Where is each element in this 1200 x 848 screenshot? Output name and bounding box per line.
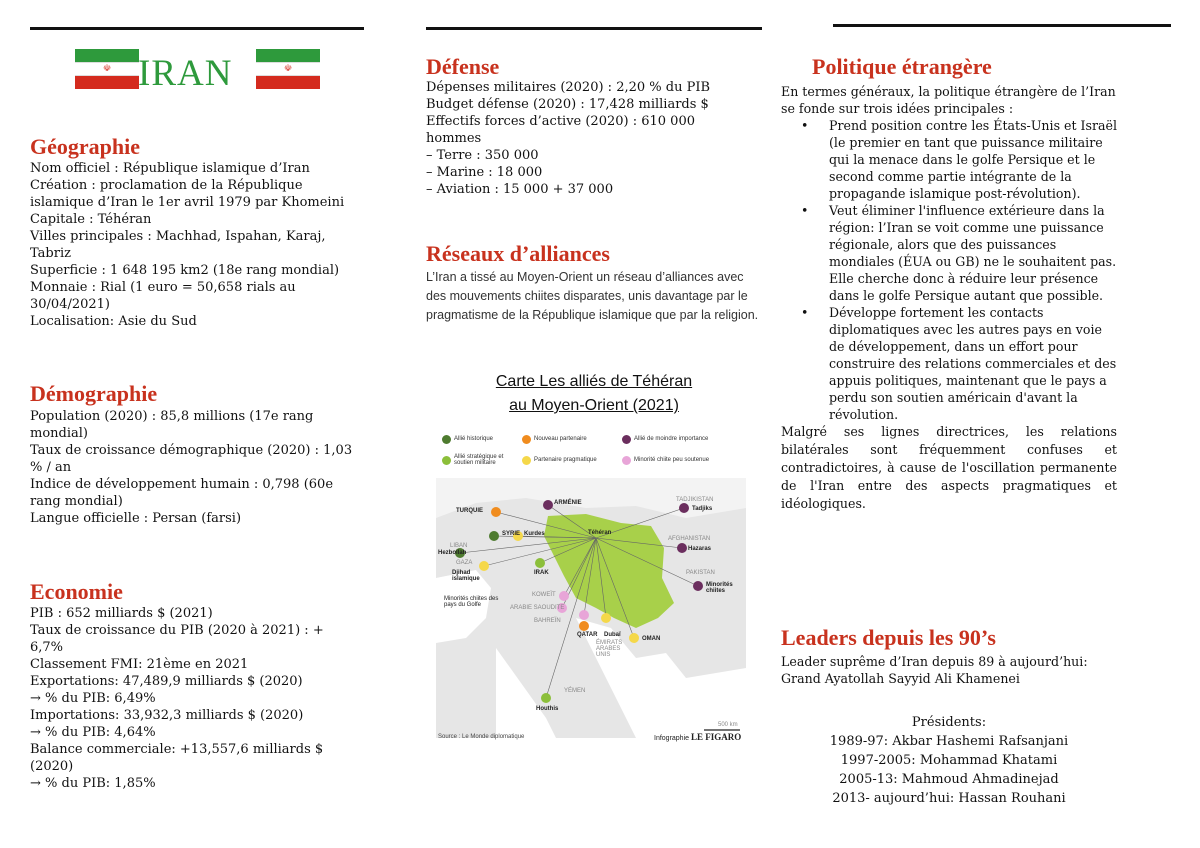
- map-credit-prefix: Infographie: [654, 735, 690, 742]
- geo-line: Création : proclamation de la République islamique d’Iran le 1er avril 1979 par Khomeini: [30, 178, 345, 210]
- label-liban: LIBAN: [450, 543, 468, 549]
- top-rule-col1: [30, 27, 364, 30]
- label-koweit: KOWEÏT: [532, 592, 556, 598]
- label-djihad: Djihad islamique: [452, 570, 480, 582]
- politique-bullets: [781, 117, 1117, 423]
- geo-line: Localisation: Asie du Sud: [30, 314, 197, 329]
- geo-line: Capitale : Téhéran: [30, 212, 152, 227]
- president-item: 2005-13: Mahmoud Ahmadinejad: [839, 772, 1059, 787]
- map-title-line1: Carte Les alliés de Téhéran: [495, 373, 693, 390]
- dot-turquie: [491, 507, 501, 517]
- defense-line: – Aviation : 15 000 + 37 000: [426, 182, 614, 197]
- heading-demographie: Démographie: [30, 381, 158, 406]
- dot-qatar: [579, 621, 589, 631]
- label-afghanistan: AFGHANISTAN: [668, 536, 711, 542]
- heading-politique: Politique étrangère: [812, 54, 992, 79]
- alliances-text: L’Iran a tissé au Moyen-Orient un réseau d’alliances avec des mouvements chiites disparates, unis davantage par le pragmatisme de la République islamique que par la religion.: [426, 270, 759, 322]
- dot-bahrein: [579, 610, 589, 620]
- eco-line: Importations: 33,932,3 milliards $ (2020): [30, 708, 304, 723]
- demo-line: Langue officielle : Persan (farsi): [30, 511, 242, 526]
- doc-title: IRAN: [138, 53, 233, 94]
- defense-line: Budget défense (2020) : 17,428 milliards $: [426, 97, 709, 112]
- top-rule-col3: [833, 24, 1171, 27]
- legend-label: Minorité chiite peu soutenue: [634, 457, 710, 463]
- politique-bullet: • Développe fortement les contacts diplomatiques avec les autres pays en voie de développement, dans un effort pour construire des relations commerciales et des appuis politiques, maintenant que le pays a perdu son soutien américain d'avant la révolution.: [781, 304, 1117, 423]
- president-item: 1989-97: Akbar Hashemi Rafsanjani: [829, 734, 1069, 749]
- dot-armenie: [543, 500, 553, 510]
- legend-label: Allié de moindre importance: [634, 436, 709, 442]
- label-kurdes: Kurdes: [524, 531, 545, 537]
- politique-outro: Malgré ses lignes directrices, les relations bilatérales sont fréquemment confuses et contradictoires, à cause de l'oscillation permanente de l'Iran entre des aspects pragmatiques et idéologiques.: [781, 424, 1117, 511]
- map-credit: [654, 732, 741, 742]
- leader-supreme: Leader suprême d’Iran depuis 89 à aujourd’hui: Grand Ayatollah Sayyid Ali Khamenei: [781, 654, 1088, 686]
- label-syrie: SYRIE: [502, 531, 521, 537]
- defense-text: [426, 79, 746, 198]
- heading-leaders: Leaders depuis les 90’s: [781, 625, 996, 650]
- geo-line: Nom officiel : République islamique d’Iran: [30, 161, 310, 176]
- dot-tadjiks: [679, 503, 689, 513]
- alliances-map: [436, 430, 746, 740]
- label-oman: OMAN: [642, 636, 661, 642]
- legend-label: Allié historique: [454, 436, 494, 442]
- demo-line: Indice de développement humain : 0,798 (60e rang mondial): [30, 477, 334, 509]
- label-hezbollah: Hezbollah: [438, 550, 467, 556]
- map-title: [426, 370, 762, 418]
- defense-line: – Marine : 18 000: [426, 165, 543, 180]
- politique-bullet: • Prend position contre les États-Unis et Israël (le premier en tant que puissance militaire qui la menace dans le golfe Persique et le second comme partie intégrante de la propagande islamique post-révolution).: [781, 117, 1117, 202]
- heading-defense: Défense: [426, 54, 500, 79]
- heading-economie: Economie: [30, 579, 123, 604]
- label-gaza: GAZA: [456, 560, 473, 566]
- map-title-line2: au Moyen-Orient (2021): [509, 397, 679, 414]
- dot-minorites: [693, 581, 703, 591]
- iran-flag-left: ☫: [75, 49, 139, 89]
- top-rule-col2: [426, 27, 762, 30]
- presidents-title: Présidents:: [911, 715, 987, 730]
- defense-line: – Terre : 350 000: [426, 148, 539, 163]
- geo-line: Villes principales : Machhad, Ispahan, Karaj, Tabriz: [30, 229, 326, 261]
- legend-label: Allié stratégique et soutien militaire: [454, 454, 504, 466]
- iran-flag-right: ☫: [256, 49, 320, 89]
- label-pakistan: PAKISTAN: [686, 570, 715, 576]
- eco-line: Taux de croissance du PIB (2020 à 2021) : + 6,7%: [30, 623, 324, 655]
- eco-line: Balance commerciale: +13,557,6 milliards $ (2020): [30, 742, 324, 774]
- politique-bullet: • Veut éliminer l'influence extérieure dans la région: l’Iran se voit comme une puissance régionale, alors que des puissances mondiales (ÉUA ou GB) ne le souhaitent pas. Elle cherche donc à réduire leur présence dans le golfe Persique autant que possible.: [781, 202, 1117, 304]
- dot-hazaras: [677, 543, 687, 553]
- label-scale: 500 km: [718, 722, 738, 728]
- eco-line: Exportations: 47,489,9 milliards $ (2020): [30, 674, 303, 689]
- legend-label: Partenaire pragmatique: [534, 457, 597, 463]
- leaders-text: [781, 653, 1091, 687]
- label-arabie: ARABIE SAOUDITE: [510, 605, 565, 611]
- eco-line: PIB : 652 milliards $ (2021): [30, 606, 213, 621]
- president-item: 1997-2005: Mohammad Khatami: [840, 753, 1058, 768]
- politique-intro: En termes généraux, la politique étrangère de l’Iran se fonde sur trois idées principales :: [781, 84, 1116, 116]
- politique-text: [781, 83, 1117, 513]
- label-yemen: YÉMEN: [564, 688, 586, 694]
- label-hazaras: Hazaras: [688, 546, 712, 552]
- legend-swatch: [522, 456, 531, 465]
- heading-geographie: Géographie: [30, 134, 140, 159]
- eco-line: → % du PIB: 6,49%: [30, 691, 156, 706]
- demo-line: Taux de croissance démographique (2020) : 1,03 % / an: [30, 443, 353, 475]
- label-tadjiks: Tadjiks: [692, 506, 713, 512]
- legend-swatch: [442, 456, 451, 465]
- label-minorites-golfe: Minorités chiites des pays du Golfe: [444, 596, 499, 608]
- president-item: 2013- aujourd’hui: Hassan Rouhani: [832, 791, 1066, 806]
- demo-line: Population (2020) : 85,8 millions (17e rang mondial): [30, 409, 314, 441]
- legend-label: Nouveau partenaire: [534, 436, 587, 442]
- label-bahrein: BAHREÏN: [534, 618, 561, 624]
- dot-koweit: [559, 591, 569, 601]
- geo-line: Superficie : 1 648 195 km2 (18e rang mondial): [30, 263, 340, 278]
- label-armenie: ARMÉNIE: [554, 500, 582, 506]
- dot-syrie: [489, 531, 499, 541]
- label-turquie: TURQUIE: [456, 508, 483, 514]
- geo-line: Monnaie : Rial (1 euro = 50,658 rials au 30/04/2021): [30, 280, 296, 312]
- legend-swatch: [442, 435, 451, 444]
- legend-swatch: [622, 435, 631, 444]
- label-houthis: Houthis: [536, 706, 559, 712]
- eco-line: → % du PIB: 1,85%: [30, 776, 156, 791]
- geographie-text: [30, 160, 370, 330]
- label-dubai: Dubaï: [604, 632, 621, 638]
- defense-line: Dépenses militaires (2020) : 2,20 % du PIB: [426, 80, 711, 95]
- legend-swatch: [522, 435, 531, 444]
- economie-text: [30, 605, 360, 792]
- dot-houthis: [541, 693, 551, 703]
- map-source: Source : Le Monde diplomatique: [438, 734, 525, 740]
- dot-irak: [535, 558, 545, 568]
- eco-line: → % du PIB: 4,64%: [30, 725, 156, 740]
- demographie-text: [30, 408, 360, 527]
- dot-dubai: [601, 613, 611, 623]
- defense-line: Effectifs forces d’active (2020) : 610 000 hommes: [426, 114, 695, 146]
- legend-swatch: [622, 456, 631, 465]
- label-tadjikistan: TADJIKISTAN: [676, 497, 714, 503]
- label-qatar: QATAR: [577, 632, 598, 638]
- map-base: [436, 478, 746, 738]
- presidents-list: [781, 713, 1117, 808]
- label-irak: IRAK: [534, 570, 549, 576]
- map-credit-brand: LE FIGARO: [690, 732, 742, 742]
- heading-alliances: Réseaux d’alliances: [426, 241, 610, 266]
- label-teheran: Téhéran: [588, 530, 612, 536]
- label-eau: ÉMIRATS ARABES UNIS: [596, 640, 623, 658]
- eco-line: Classement FMI: 21ème en 2021: [30, 657, 249, 672]
- label-minorites-chiites: Minorités chiites: [706, 582, 733, 594]
